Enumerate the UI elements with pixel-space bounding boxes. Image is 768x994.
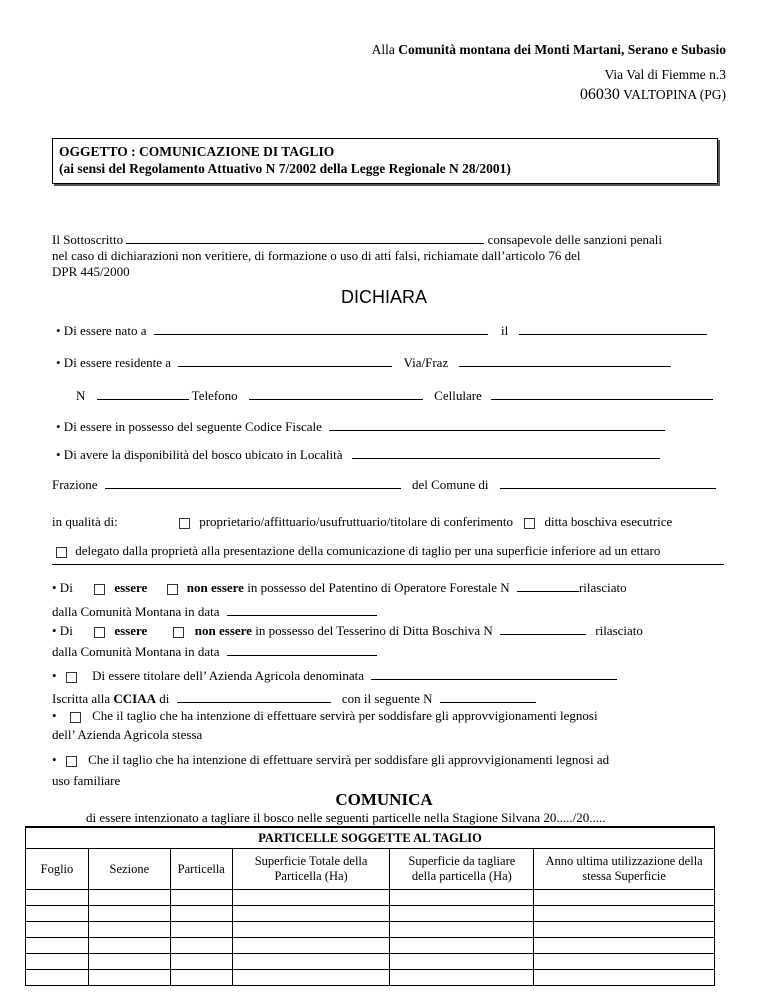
recipient-address: Via Val di Fiemme n.3 <box>604 67 726 82</box>
il-label: il <box>500 323 509 338</box>
row-cciaa <box>52 690 536 707</box>
table-cell[interactable] <box>88 906 170 922</box>
residence-field[interactable] <box>178 354 392 367</box>
frazione-field[interactable] <box>105 476 401 489</box>
table-cell[interactable] <box>88 938 170 954</box>
table-row <box>26 922 715 938</box>
recipient-city: VALTOPINA (PG) <box>623 87 726 102</box>
table-cell[interactable] <box>232 970 390 986</box>
mobile-field[interactable] <box>491 387 713 400</box>
patentino-date-field[interactable] <box>227 603 377 616</box>
table-cell[interactable] <box>26 938 89 954</box>
object-title: OGGETTO : COMUNICAZIONE DI TAGLIO <box>59 144 335 159</box>
row-contacts <box>76 387 713 404</box>
qualita-label: in qualità di: <box>52 514 118 529</box>
table-row <box>26 970 715 986</box>
row-patentino <box>52 579 627 596</box>
cciaa-number-field[interactable] <box>440 690 536 703</box>
intro-rest: consapevole delle sanzioni penali <box>487 232 662 247</box>
delegato-label: delegato dalla proprietà alla presentazione della comunicazione di taglio per una superficie inferiore ad un ettaro <box>75 543 661 558</box>
table-cell[interactable] <box>390 922 534 938</box>
codice-fiscale-label: • Di essere in possesso del seguente Codice Fiscale <box>56 419 322 434</box>
patentino-number-field[interactable] <box>517 579 579 592</box>
taglio1-cont: dell’ Azienda Agricola stessa <box>52 727 203 742</box>
row-tesserino <box>52 622 643 639</box>
comune-label: del Comune di <box>411 477 489 492</box>
cciaa-label: CCIAA <box>113 691 156 706</box>
row-nato <box>56 322 707 339</box>
table-row <box>26 954 715 970</box>
table-cell[interactable] <box>170 890 232 906</box>
tesserino-essere-checkbox[interactable] <box>94 627 105 638</box>
taglio2-bullet: • <box>52 752 57 767</box>
table-cell[interactable] <box>170 970 232 986</box>
row-qualita <box>52 514 672 530</box>
table-cell[interactable] <box>232 954 390 970</box>
tesserino-non-essere: non essere <box>194 623 252 638</box>
table-row <box>26 906 715 922</box>
table-cell[interactable] <box>232 938 390 954</box>
recipient-city-line <box>580 86 726 104</box>
table-cell[interactable] <box>88 970 170 986</box>
name-field[interactable] <box>126 231 484 244</box>
row-tesserino-data <box>52 643 377 660</box>
patentino-essere: essere <box>114 580 148 595</box>
birthplace-field[interactable] <box>154 322 488 335</box>
n-label: N <box>76 388 86 403</box>
intro-paragraph <box>52 231 724 280</box>
table-cell[interactable] <box>534 970 715 986</box>
row-delegato <box>54 543 660 559</box>
bosco-label: • Di avere la disponibilità del bosco ubicato in Località <box>56 447 343 462</box>
tesserino-date-field[interactable] <box>227 643 377 656</box>
table-row <box>26 890 715 906</box>
tesserino-di: • Di <box>52 623 73 638</box>
table-row <box>26 938 715 954</box>
taglio1-bullet: • <box>52 708 57 723</box>
table-cell[interactable] <box>232 922 390 938</box>
telefono-label: Telefono <box>191 388 238 403</box>
localita-field[interactable] <box>352 446 660 459</box>
table-cell[interactable] <box>232 890 390 906</box>
cciaa-numero-label: con il seguente N <box>341 691 433 706</box>
table-cell[interactable] <box>232 906 390 922</box>
row-taglio-familiare <box>52 752 609 768</box>
tesserino-dalla: dalla Comunità Montana in data <box>52 644 220 659</box>
recipient-prefix: Alla <box>371 42 395 57</box>
patentino-di: • Di <box>52 580 73 595</box>
comunica-title: COMUNICA <box>335 790 433 809</box>
table-cell[interactable] <box>88 890 170 906</box>
object-box <box>52 138 718 184</box>
residente-label: • Di essere residente a <box>56 355 172 370</box>
azienda-checkbox[interactable] <box>66 672 77 683</box>
recipient-cap: 06030 <box>579 86 620 103</box>
table-cell[interactable] <box>170 922 232 938</box>
table-cell[interactable] <box>26 970 89 986</box>
intro-start: Il Sottoscritto <box>52 232 124 247</box>
table-title: PARTICELLE SOGGETTE AL TAGLIO <box>26 827 715 849</box>
tesserino-number-field[interactable] <box>500 622 586 635</box>
taglio-familiare-checkbox[interactable] <box>66 756 77 767</box>
row-azienda <box>52 667 617 684</box>
iscritta-label: Iscritta alla <box>52 691 111 706</box>
col-anno-utilizzazione: Anno ultima utilizzazione della stessa Superficie <box>534 849 715 890</box>
proprietario-label: proprietario/affittuario/usufruttuario/titolare di conferimento <box>199 514 514 529</box>
taglio-azienda-checkbox[interactable] <box>70 712 81 723</box>
table-title-row <box>26 827 715 849</box>
comune-field[interactable] <box>500 476 716 489</box>
taglio2-cont: uso familiare <box>52 773 121 788</box>
separator-line <box>52 564 724 565</box>
col-superficie-tagliare: Superficie da tagliare della particella (Ha) <box>390 849 534 890</box>
civic-number-field[interactable] <box>97 387 189 400</box>
cellulare-label: Cellulare <box>434 388 482 403</box>
cciaa-field[interactable] <box>177 690 331 703</box>
row-frazione <box>52 476 716 493</box>
patentino-non-essere-checkbox[interactable] <box>167 584 178 595</box>
table-cell[interactable] <box>390 954 534 970</box>
table-cell[interactable] <box>390 970 534 986</box>
table-cell[interactable] <box>26 906 89 922</box>
ditta-checkbox[interactable] <box>524 518 535 529</box>
delegato-checkbox[interactable] <box>56 547 67 558</box>
table-cell[interactable] <box>534 890 715 906</box>
intro-line2: nel caso di dichiarazioni non veritiere, di formazione o uso di atti falsi, richiamate dall’articolo 76 del <box>52 248 581 263</box>
table-cell[interactable] <box>26 922 89 938</box>
row-bosco <box>56 446 660 463</box>
via-label: Via/Fraz <box>403 355 449 370</box>
table-cell[interactable] <box>390 906 534 922</box>
azienda-label: Di essere titolare dell’ Azienda Agricola denominata <box>92 668 364 683</box>
ditta-label: ditta boschiva esecutrice <box>544 514 673 529</box>
codice-fiscale-field[interactable] <box>329 418 665 431</box>
dichiara-title: DICHIARA <box>340 287 427 307</box>
table-cell[interactable] <box>390 890 534 906</box>
proprietario-checkbox[interactable] <box>179 518 190 529</box>
cciaa-di: di <box>159 691 170 706</box>
table-cell[interactable] <box>170 954 232 970</box>
tesserino-text: in possesso del Tesserino di Ditta Boschiva N <box>255 623 493 638</box>
nato-label: • Di essere nato a <box>56 323 147 338</box>
table-cell[interactable] <box>26 890 89 906</box>
recipient-line1 <box>372 42 726 58</box>
row-patentino-data <box>52 603 377 620</box>
table-header-row <box>26 849 715 890</box>
table-cell[interactable] <box>170 906 232 922</box>
row-taglio-azienda <box>52 708 598 724</box>
patentino-text: in possesso del Patentino di Operatore Forestale N <box>247 580 510 595</box>
frazione-label: Frazione <box>52 477 98 492</box>
azienda-name-field[interactable] <box>371 667 617 680</box>
col-particella: Particella <box>170 849 232 890</box>
patentino-non-essere: non essere <box>186 580 244 595</box>
birthdate-field[interactable] <box>519 322 707 335</box>
tesserino-essere: essere <box>114 623 148 638</box>
tesserino-non-essere-checkbox[interactable] <box>173 627 184 638</box>
recipient-name: Comunità montana dei Monti Martani, Serano e Subasio <box>398 42 726 57</box>
via-field[interactable] <box>459 354 671 367</box>
tesserino-rilasciato: rilasciato <box>595 623 643 638</box>
object-subtitle: (ai sensi del Regolamento Attuativo N 7/2002 della Legge Regionale N 28/2001) <box>59 161 511 176</box>
table-cell[interactable] <box>88 954 170 970</box>
patentino-dalla: dalla Comunità Montana in data <box>52 604 220 619</box>
taglio1-text: Che il taglio che ha intenzione di effettuare servirà per soddisfare gli approvvigionamenti legnosi <box>92 708 598 723</box>
col-sezione: Sezione <box>88 849 170 890</box>
table-cell[interactable] <box>534 938 715 954</box>
patentino-rilasciato: rilasciato <box>578 580 627 595</box>
table-cell[interactable] <box>26 954 89 970</box>
taglio2-text: Che il taglio che ha intenzione di effettuare servirà per soddisfare gli approvvigionamenti legnosi ad <box>88 752 610 767</box>
phone-field[interactable] <box>249 387 423 400</box>
table-cell[interactable] <box>170 938 232 954</box>
col-superficie-totale: Superficie Totale della Particella (Ha) <box>232 849 390 890</box>
particelle-table <box>25 826 715 986</box>
row-codice-fiscale <box>56 418 665 435</box>
col-foglio: Foglio <box>26 849 89 890</box>
comunica-text: di essere intenzionato a tagliare il bosco nelle seguenti particelle nella Stagione Silvana 20...../20..... <box>86 810 606 825</box>
table-cell[interactable] <box>534 922 715 938</box>
table-cell[interactable] <box>534 906 715 922</box>
table-body <box>26 890 715 986</box>
patentino-essere-checkbox[interactable] <box>94 584 105 595</box>
azienda-bullet: • <box>52 668 57 683</box>
row-residente <box>56 354 671 371</box>
table-cell[interactable] <box>390 938 534 954</box>
intro-line3: DPR 445/2000 <box>52 264 130 279</box>
table-cell[interactable] <box>534 954 715 970</box>
table-cell[interactable] <box>88 922 170 938</box>
